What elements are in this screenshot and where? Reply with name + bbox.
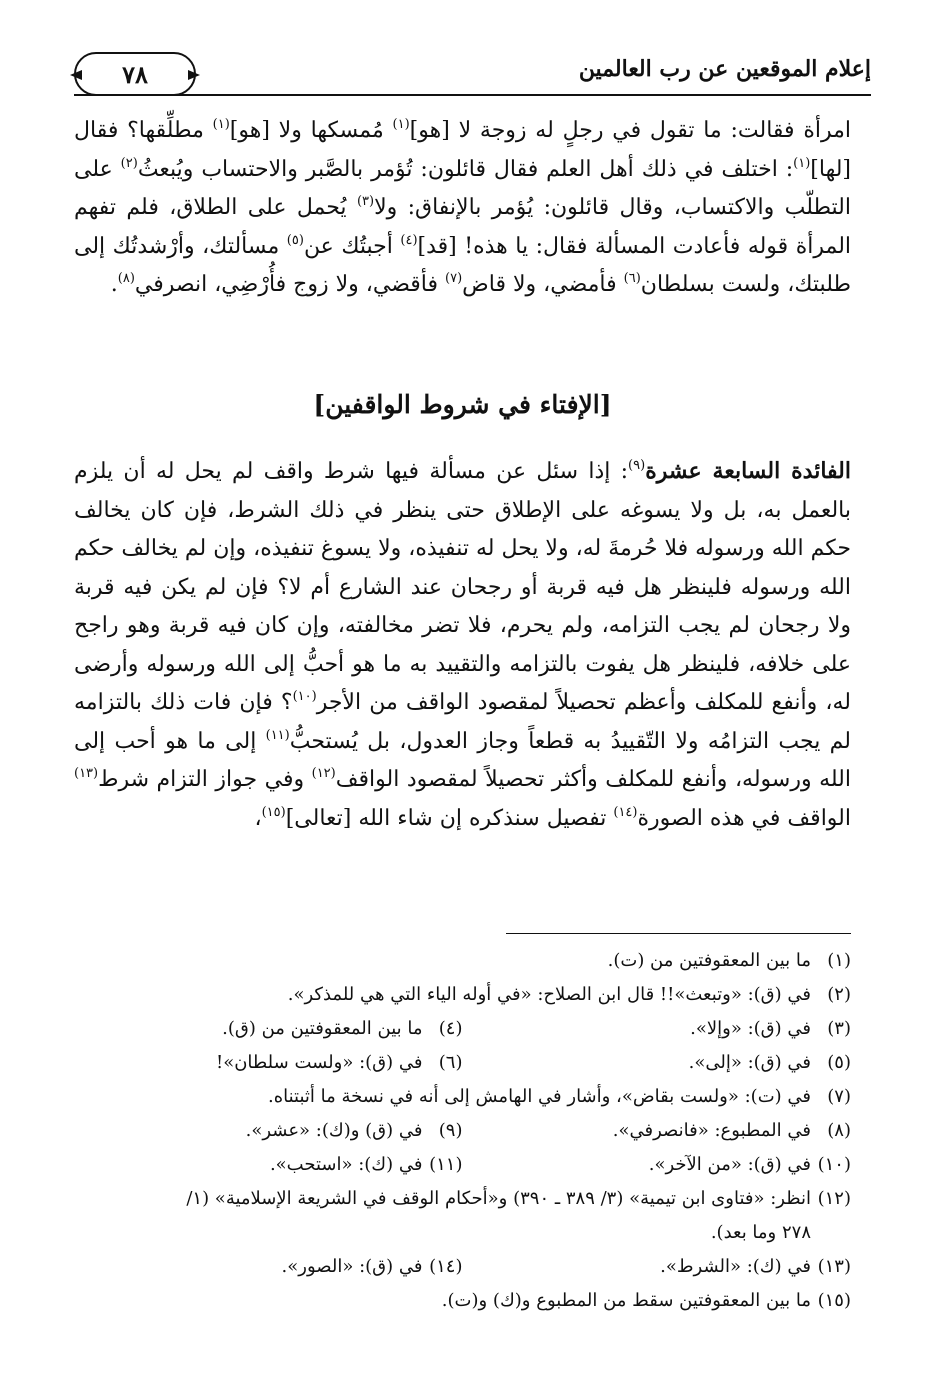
footnote-text: في المطبوع: «فانصرفي». bbox=[612, 1120, 811, 1141]
footnote-text: في (ق): «وتبعث»!! قال ابن الصلاح: «في أوله الياء التي هي للمذكر». bbox=[287, 984, 811, 1005]
text-run: وفي جواز التزام شرط bbox=[98, 767, 312, 792]
footnote-marker: (١١) bbox=[265, 727, 290, 743]
footnote-4 bbox=[74, 1012, 463, 1046]
header-divider bbox=[74, 94, 871, 96]
footnote-number: (٢) bbox=[827, 984, 851, 1005]
footnote-1 bbox=[74, 944, 851, 978]
footnote-number: (٣) bbox=[827, 1018, 851, 1039]
text-run: . bbox=[110, 272, 118, 297]
footnotes bbox=[74, 944, 851, 1318]
footnote-11 bbox=[74, 1148, 463, 1182]
footnote-13 bbox=[463, 1250, 852, 1284]
paragraph-main bbox=[74, 452, 851, 838]
footnote-marker: (٨) bbox=[117, 271, 135, 286]
footnote-marker: (٩) bbox=[628, 458, 646, 473]
text-run: تفصيل سنذكره إن شاء الله [تعالى] bbox=[285, 805, 614, 831]
footnote-text: ما بين المعقوفتين سقط من المطبوع و(ك) و(ت). bbox=[441, 1290, 811, 1311]
footnote-text: في (ق): «ولست سلطان»! bbox=[215, 1052, 423, 1073]
footnote-number: (٤) bbox=[438, 1018, 463, 1039]
text-run: ، bbox=[254, 805, 262, 831]
text-run: : اختلف في ذلك أهل العلم فقال قائلون: تُؤمر بالصَّبر والاحتساب ويُبعثُ bbox=[137, 156, 794, 182]
footnote-text: في (ق) و(ك): «عشر». bbox=[245, 1120, 423, 1141]
text-run: ؟ فإن فات ذلك بالتزامه لم يجب التزامُه ولا التّقييدُ به قطعاً وجاز العدول، بل يُستحبُّ bbox=[74, 690, 851, 754]
footnote-number: (١٥) bbox=[817, 1290, 851, 1311]
footnote-number: (٧) bbox=[827, 1086, 851, 1107]
footnote-9 bbox=[74, 1114, 463, 1148]
paragraph-2 bbox=[74, 452, 851, 838]
footnote-text: في (ت): «ولست بقاض»، وأشار في الهامش إلى أنه في نسخة ما أثبتناه. bbox=[267, 1086, 811, 1107]
footnote-marker: (٧) bbox=[445, 271, 463, 286]
text-run: على التطلّب والاكتساب، وقال قائلون: يُؤمر بالإنفاق: ولا bbox=[74, 156, 851, 220]
text-run: فأقضي، ولا زوج فأُرْضِي، انصرفي bbox=[134, 272, 446, 297]
footnote-5 bbox=[463, 1046, 852, 1080]
running-header bbox=[74, 50, 871, 100]
footnote-marker: (١٣) bbox=[74, 766, 99, 781]
badge-ornament-left-icon bbox=[70, 70, 82, 80]
footnote-marker: (١٠) bbox=[292, 689, 317, 704]
footnote-marker: (٤) bbox=[400, 232, 418, 248]
footnote-marker: (١٤) bbox=[613, 804, 638, 820]
text-run: : إذا سئل عن مسألة فيها شرط واقف لم يحل له أن يلزم بالعمل به، بل ولا يسوغه على الإطلاق حتى ينظر في ذلك الشرط، فإن كان يخالف حكم الله ورسوله فلا حُرمةَ له، ولا يحل له تنفيذه، ولا يسوغ تنفيذه، وإن لم يخالف حكم الله ورسوله فلينظر هل فيه قربة أو رجحان عند الشارع أم لا؟ فإن لم يكن فيه قربة ولا رجحان لم يجب التزامه، ولم يحرم، فلا تضر مخالفته، وإن كان فيه قربة وهو راجح على خلافه، فلينظر هل يفوت بالتزامه والتقييد به ما هو أحبُّ إلى الله ورسوله وأرضى له، وأنفع للمكلف وأعظم تحصيلاً لمقصود الواقف من الأجر bbox=[74, 459, 851, 715]
badge-ornament-right-icon bbox=[188, 70, 200, 80]
paragraph-1 bbox=[74, 112, 851, 305]
footnote-number: (١١) bbox=[429, 1154, 463, 1175]
footnote-text: في (ك): «استحب». bbox=[269, 1154, 423, 1175]
footnote-marker: (٢) bbox=[120, 155, 138, 171]
page-number-badge bbox=[74, 52, 196, 96]
footnote-6 bbox=[74, 1046, 463, 1080]
footnote-15 bbox=[74, 1284, 851, 1318]
footnote-2 bbox=[74, 978, 851, 1012]
footnote-7 bbox=[74, 1080, 851, 1114]
text-run: مُمسكها ولا [هو] bbox=[229, 118, 393, 143]
footnote-number: (٩) bbox=[438, 1120, 463, 1141]
text-run: مسألتك، وأرْشدتُك إلى طلبتك، ولست بسلطان bbox=[74, 233, 851, 297]
footnote-marker: (١) bbox=[212, 117, 230, 132]
footnote-number: (١٢) bbox=[817, 1188, 851, 1209]
footnote-14 bbox=[74, 1250, 463, 1284]
footnote-number: (٥) bbox=[827, 1052, 851, 1073]
text-run: يُحمل على الطلاق، فلم تفهم المرأة قوله فأعادت المسألة فقال: يا هذه! [قد] bbox=[74, 195, 852, 259]
footnote-marker: (١٥) bbox=[261, 804, 286, 820]
footnote-number: (١٤) bbox=[429, 1256, 463, 1277]
text-run: الواقف في هذه الصورة bbox=[637, 805, 851, 831]
footnote-text: في (ق): «الصور». bbox=[281, 1256, 423, 1277]
footnote-8 bbox=[463, 1114, 852, 1148]
text-run: إلى ما هو أحب إلى الله ورسوله، وأنفع للمكلف وأكثر تحصيلاً لمقصود الواقف bbox=[74, 728, 851, 792]
footnote-text: ما بين المعقوفتين من (ق). bbox=[222, 1018, 423, 1039]
footnote-marker: (١) bbox=[793, 155, 811, 171]
book-title: إعلام الموقعين عن رب العالمين bbox=[578, 56, 871, 82]
footnote-text: في (ق): «إلى». bbox=[688, 1052, 811, 1073]
footnote-marker: (١) bbox=[392, 117, 410, 132]
footnote-3 bbox=[463, 1012, 852, 1046]
text-run: مطلِّقها؟ فقال [لها] bbox=[74, 118, 852, 182]
footnote-text: في (ق): «من الآخر». bbox=[648, 1154, 811, 1175]
footnote-text: ما بين المعقوفتين من (ت). bbox=[607, 950, 811, 971]
bold-lead-text: الفائدة السابعة عشرة bbox=[645, 458, 851, 484]
footnote-12 bbox=[74, 1182, 851, 1216]
text-run: فأمضي، ولا قاض bbox=[462, 272, 624, 297]
paragraph-continuation bbox=[74, 112, 851, 305]
footnote-number: (١٣) bbox=[817, 1256, 851, 1277]
section-heading: [الإفتاء في شروط الواقفين] bbox=[313, 390, 612, 419]
footnote-text: في (ك): «الشرط». bbox=[660, 1256, 811, 1277]
footnote-12-continuation: ٢٧٨ وما بعد). bbox=[710, 1222, 811, 1243]
footnote-marker: (٣) bbox=[356, 194, 375, 209]
footnote-marker: (٥) bbox=[286, 232, 304, 248]
footnote-number: (١) bbox=[827, 950, 851, 971]
footnote-number: (٨) bbox=[827, 1120, 851, 1141]
text-run: امرأة فقالت: ما تقول في رجلٍ له زوجة لا [هو] bbox=[409, 118, 851, 143]
footnote-divider bbox=[506, 933, 851, 934]
text-run: أجبتُك عن bbox=[303, 233, 401, 259]
footnote-marker: (٦) bbox=[623, 271, 641, 286]
footnote-10 bbox=[463, 1148, 852, 1182]
footnote-text: انظر: «فتاوى ابن تيمية» (٣/ ٣٨٩ ـ ٣٩٠) و«أحكام الوقف في الشريعة الإسلامية» (١/ bbox=[186, 1188, 811, 1209]
footnote-text: في (ق): «وإلا». bbox=[690, 1018, 811, 1039]
footnote-number: (١٠) bbox=[817, 1154, 851, 1175]
footnote-number: (٦) bbox=[438, 1052, 463, 1073]
footnote-marker: (١٢) bbox=[311, 766, 336, 781]
page-number: ٧٨ bbox=[122, 59, 148, 89]
